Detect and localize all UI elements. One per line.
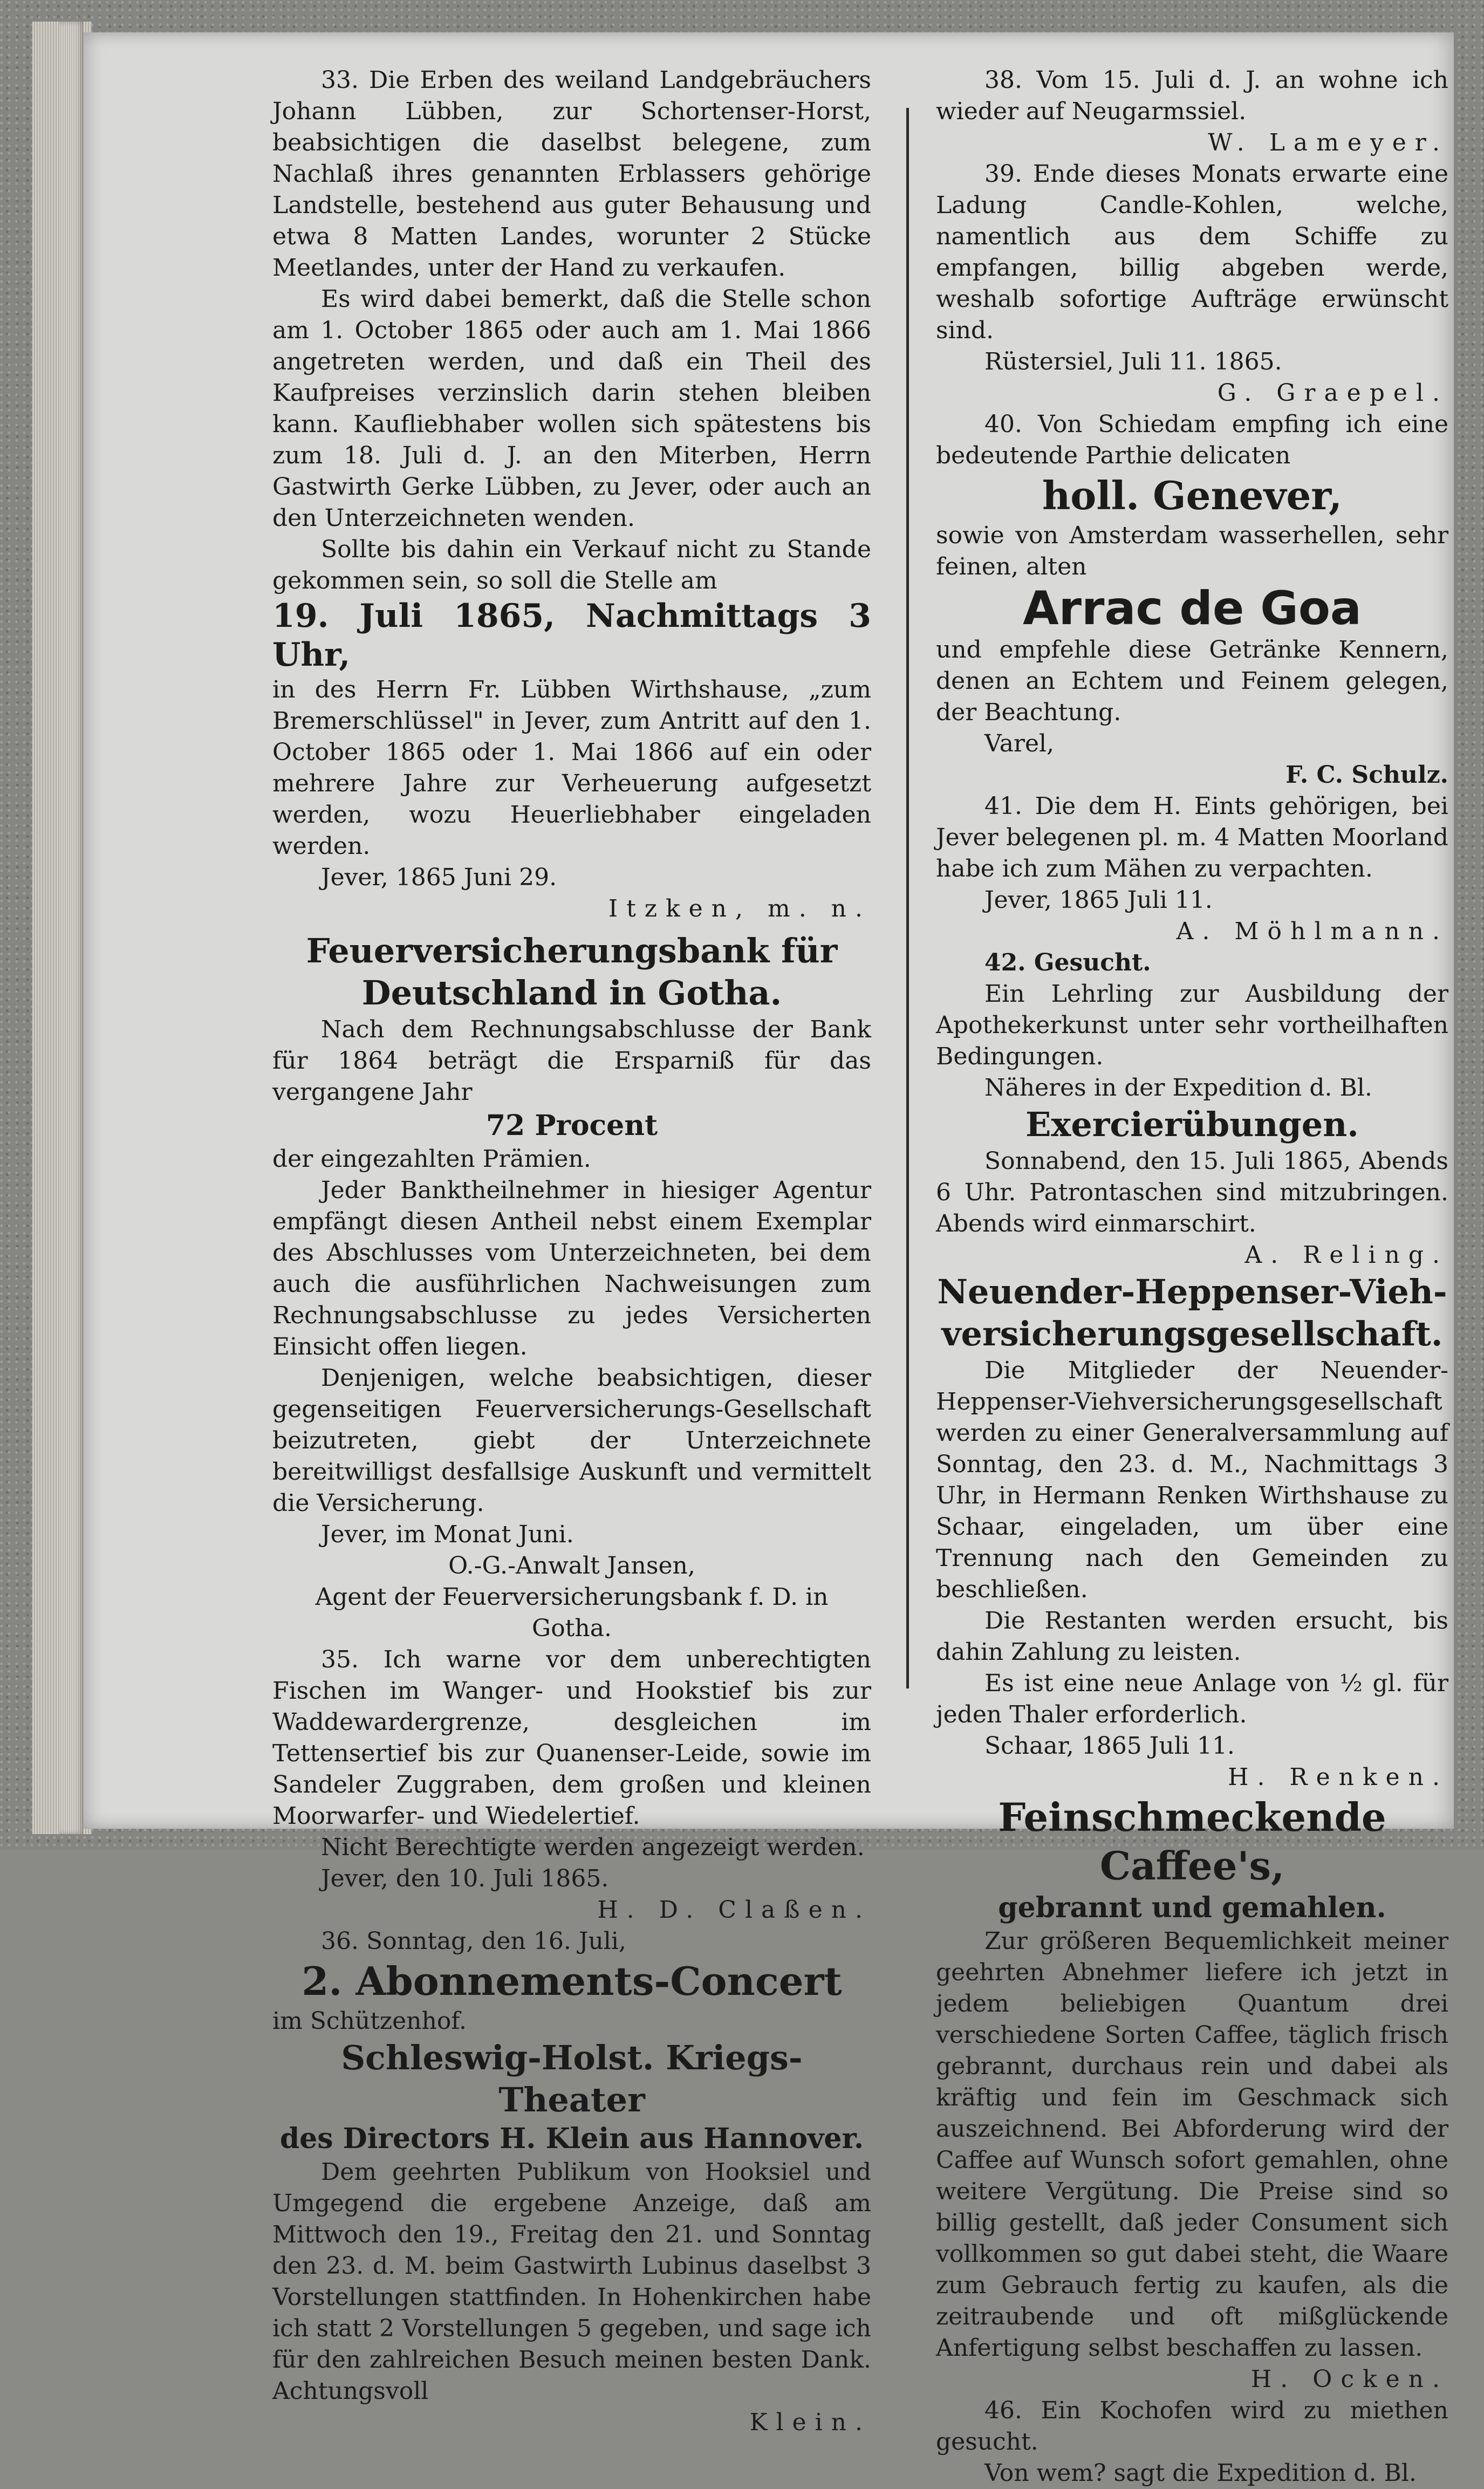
ad-39-body: 39. Ende dieses Monats erwarte eine Ladung Candle-Kohlen, welche, namentlich aus dem Schiffe zu empfangen, billig abgeben werde, weshalb sofortige Aufträge erwünscht sind. [936, 160, 1448, 344]
ad-40-body-3: und empfehle diese Getränke Kennern, denen an Echtem und Feinem gelegen, der Beachtung. [936, 636, 1448, 726]
ad-35-body-2: Nicht Berechtigte werden angezeigt werden. [321, 1834, 865, 1861]
ad-36-theatre-2: des Directors H. Klein aus Hannover. [279, 2122, 864, 2155]
ad-44-heading-2: versicherungsgesellschaft. [941, 1314, 1443, 1353]
ad-34-agent: Agent der Feuerversicherungsbank f. D. in Gotha. [315, 1583, 829, 1642]
ad-39-place-date: Rüstersiel, Juli 11. 1865. [984, 348, 1282, 375]
ad-33-body-2: Es wird dabei bemerkt, daß die Stelle schon am 1. October 1865 oder auch am 1. Mai 1866 angetreten werden, und daß ein Theil des Kaufpreises verzinslich darin stehen bleiben kann. Kaufliebhaber wollen sich spätestens bis zum 18. Juli d. J. an den Miterben, Herrn Gastwirth Gerke Lübben, zu Jever, oder auch an den Unterzeichneten wenden. [272, 285, 871, 532]
ad-34-body-2: der eingezahlten Prämien. [272, 1145, 591, 1173]
ad-36-intro: 36. Sonntag, den 16. Juli, [321, 1927, 626, 1955]
ad-39-signature: G. Graepel. [1217, 379, 1448, 407]
ad-33-land-sale [272, 65, 871, 925]
ad-42-apprentice-wanted [936, 947, 1448, 1104]
ad-34-heading-1: Feuerversicherungsbank für [306, 931, 838, 970]
ad-46-body: 46. Ein Kochofen wird zu miethen gesucht. [936, 2397, 1448, 2456]
left-column [272, 65, 871, 2438]
ad-40-body-1: 40. Von Schiedam empfing ich eine bedeutende Parthie delicaten [936, 411, 1448, 469]
ad-42-body: Ein Lehrling zur Ausbildung der Apothekerkunst unter sehr vortheilhaften Bedingungen. [936, 980, 1448, 1070]
column-divider [906, 108, 909, 1688]
ad-41-moorland [936, 791, 1448, 947]
ad-42-heading: 42. Gesucht. [984, 949, 1151, 976]
ad-36-concert-theatre [272, 1926, 871, 2438]
ad-43-exercises [936, 1104, 1448, 1271]
right-column [936, 65, 1448, 2489]
ad-40-place: Varel, [984, 730, 1055, 757]
ad-36-heading: 2. Abonnements-Concert [302, 1958, 842, 2004]
book-page-edges [59, 22, 84, 1834]
ad-34-fire-insurance [272, 930, 871, 1644]
ad-33-signature: Itzken, m. n. [608, 895, 871, 922]
ad-38-moving [936, 65, 1448, 159]
ad-34-body-1: Nach dem Rechnungsabschlusse der Bank für 1864 beträgt die Ersparniß für das vergangene Jahr [272, 1016, 871, 1106]
ad-41-body: 41. Die dem H. Eints gehörigen, bei Jever belegenen pl. m. 4 Matten Moorland habe ich zum Mähen zu verpachten. [936, 792, 1448, 883]
ad-42-note: Näheres in der Expedition d. Bl. [984, 1074, 1372, 1102]
ad-33-body-4: in des Herrn Fr. Lübben Wirthshause, „zum Bremerschlüssel" in Jever, zum Antritt auf den 1. October 1865 oder 1. Mai 1866 auf ein oder mehrere Jahre zur Verheuerung aufgesetzt werden, wozu Heuerliebhaber eingeladen werden. [272, 676, 871, 860]
ad-33-place-date: Jever, 1865 Juni 29. [321, 864, 557, 891]
ad-34-body-3: Jeder Banktheilnehmer in hiesiger Agentur empfängt diesen Antheil nebst einem Exemplar des Abschlusses vom Unterzeichneten, bei dem auch die ausführlichen Nachweisungen zum Rechnungsabschlusse zu jedes Versicherten Einsicht offen liegen. [272, 1177, 871, 1360]
ad-35-signature: H. D. Claßen. [597, 1896, 871, 1924]
ad-44-signature: H. Renken. [1228, 1763, 1448, 1791]
ad-44-body-1: Die Mitglieder der Neuender-Heppenser-Viehversicherungsgesellschaft werden zu einer Generalversammlung auf Sonntag, den 23. d. M., Nachmittags 3 Uhr, in Hermann Renken Wirthshause zu Schaar, eingeladen, um über eine Trennung nach den Gemeinden zu beschließen. [936, 1357, 1448, 1603]
ad-46-stove-wanted [936, 2395, 1448, 2489]
ad-33-body-1: 33. Die Erben des weiland Landgebräuchers Johann Lübben, zur Schortenser-Horst, beabsichtigen die daselbst belegene, zum Nachlaß ihres genannten Erblassers gehörige Landstelle, bestehend aus guter Behausung und etwa 8 Matten Landes, worunter 2 Stücke Meetlandes, unter der Hand zu verkaufen. [272, 66, 871, 282]
ad-40-heading-genever: holl. Genever, [1042, 473, 1343, 518]
ad-45-heading-2: gebrannt und gemahlen. [998, 1891, 1386, 1924]
ad-41-signature: A. Möhlmann. [1176, 918, 1448, 945]
ad-40-genever-arrac [936, 409, 1448, 791]
ad-33-body-3: Sollte bis dahin ein Verkauf nicht zu Stande gekommen sein, so soll die Stelle am [272, 536, 871, 594]
ad-34-body-4: Denjenigen, welche beabsichtigen, dieser gegenseitigen Feuerversicherungs-Gesellschaft beizutreten, giebt der Unterzeichnete bereitwilligst desfallsige Auskunft und vermittelt die Versicherung. [272, 1364, 871, 1517]
ad-44-heading-1: Neuender-Heppenser-Vieh- [937, 1272, 1447, 1311]
ad-34-place-date: Jever, im Monat Juni. [321, 1521, 574, 1548]
ad-43-heading: Exercierübungen. [1025, 1105, 1359, 1144]
ad-45-heading-1: Feinschmeckende Caffee's, [998, 1794, 1386, 1889]
ad-40-signature: F. C. Schulz. [1285, 761, 1448, 789]
ad-34-heading-2: Deutschland in Gotha. [361, 973, 782, 1013]
ad-34-percent: 72 Procent [485, 1109, 658, 1142]
ad-45-coffee [936, 1793, 1448, 2395]
ad-39-coal [936, 159, 1448, 409]
ad-38-signature: W. Lameyer. [1208, 129, 1448, 156]
ad-34-signature: O.-G.-Anwalt Jansen, [448, 1552, 695, 1579]
ad-33-auction-date: 19. Juli 1865, Nachmittags 3 Uhr, [272, 597, 871, 674]
ad-35-place-date: Jever, den 10. Juli 1865. [321, 1865, 609, 1892]
ad-43-body: Sonnabend, den 15. Juli 1865, Abends 6 Uhr. Patrontaschen sind mitzubringen. Abends wird einmarschirt. [936, 1147, 1448, 1237]
ad-44-body-2: Die Restanten werden ersucht, bis dahin Zahlung zu leisten. [936, 1607, 1448, 1666]
ad-44-place-date: Schaar, 1865 Juli 11. [984, 1732, 1235, 1760]
ad-36-theatre-1: Schleswig-Holst. Kriegs-Theater [341, 2038, 803, 2119]
ad-36-location: im Schützenhof. [272, 2007, 467, 2035]
ad-45-body: Zur größeren Bequemlichkeit meiner geehrten Abnehmer liefere ich jetzt in jedem beliebigen Quantum drei verschiedene Sorten Caffee, täglich frisch gebrannt, durchaus rein und dabei als kräftig und fein im Geschmack sich auszeichnend. Bei Abforderung wird der Caffee auf Wunsch sofort gemahlen, ohne weitere Vergütung. Die Preise sind so billig gestellt, daß jeder Consument sich vollkommen so gut dabei steht, die Waare zum Gebrauch fertig zu kaufen, als die zeitraubende und oft mißglückende Anfertigung selbst beschaffen zu lassen. [936, 1927, 1448, 2362]
ad-40-body-2: sowie von Amsterdam wasserhellen, sehr feinen, alten [936, 522, 1448, 580]
ad-44-body-3: Es ist eine neue Anlage von ½ gl. für jeden Thaler erforderlich. [936, 1670, 1448, 1728]
ad-41-place-date: Jever, 1865 Juli 11. [984, 886, 1213, 914]
ad-35-body-1: 35. Ich warne vor dem unberechtigten Fischen im Wanger- und Hookstief bis zur Waddewardergrenze, desgleichen im Tettensertief bis zur Quanenser-Leide, sowie im Sandeler Zuggraben, dem großen und kleinen Moorwarfer- und Wiedelertief. [272, 1646, 871, 1830]
ad-35-fishing-warning [272, 1644, 871, 1926]
ad-45-signature: H. Ocken. [1250, 2365, 1448, 2393]
ad-43-signature: A. Reling. [1244, 1241, 1448, 1269]
ad-44-livestock-insurance [936, 1271, 1448, 1793]
ad-38-body: 38. Vom 15. Juli d. J. an wohne ich wieder auf Neugarmssiel. [936, 66, 1448, 125]
ad-36-body: Dem geehrten Publikum von Hooksiel und Umgegend die ergebene Anzeige, daß am Mittwoch den 19., Freitag den 21. und Sonntag den 23. d. M. beim Gastwirth Lubinus daselbst 3 Vorstellungen stattfinden. In Hohenkirchen habe ich statt 2 Vorstellungen 5 gegeben, und sage ich für den zahlreichen Besuch meinen besten Dank. Achtungsvoll [272, 2158, 871, 2405]
ad-40-heading-arrac: Arrac de Goa [1023, 582, 1362, 635]
ad-46-note: Von wem? sagt die Expedition d. Bl. [984, 2459, 1417, 2487]
ad-36-signature: Klein. [749, 2409, 871, 2436]
